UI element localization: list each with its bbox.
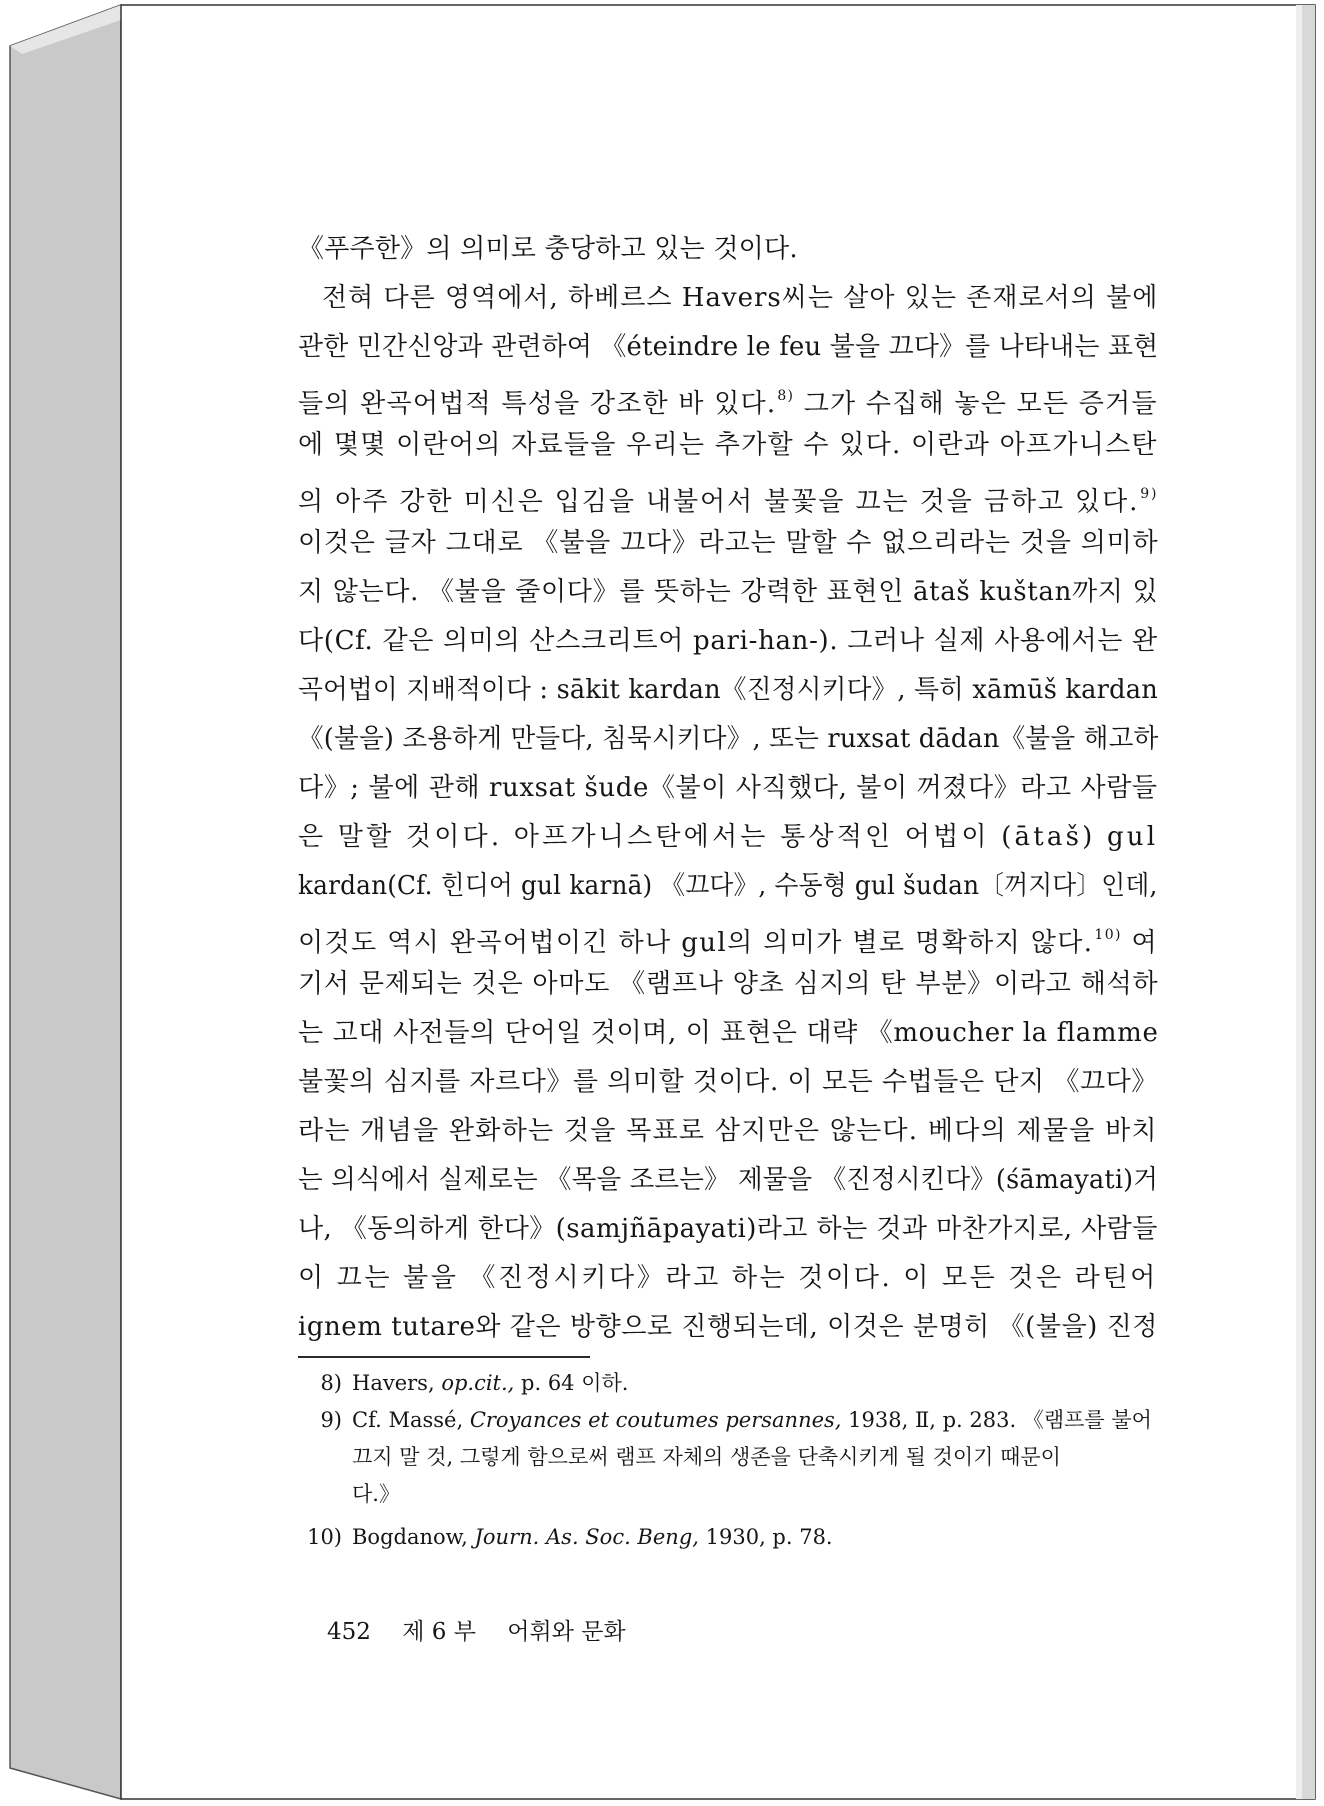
body-line-11: 《(불을) 조용하게 만들다, 침묵시키다》, 또는 ruxsat dādan《불을 해고하 [298,724,1159,754]
body-line-9: 다(Cf. 같은 의미의 산스크리트어 pari-han-). 그러나 실제 사용에서는 완 [298,626,1158,656]
body-line-15 [298,911,1158,960]
footnote-10-author: Bogdanow, [352,1525,468,1549]
body-line-20: 는 의식에서 실제로는 《목을 조르는》 제물을 《진정시킨다》(śāmayati)거 [298,1165,1159,1195]
body-line-1: 《푸주한》의 의미로 충당하고 있는 것이다. [298,234,798,264]
note-ref-9: 9) [1140,486,1159,502]
body-line-19: 라는 개념을 완화하는 것을 목표로 삼지만은 않는다. 베다의 제물을 바치 [298,1116,1158,1146]
footnote-9-line-2: 끄지 말 것, 그렇게 함으로써 램프 자체의 생존을 단축시키게 될 것이기 때문이 [352,1445,1061,1469]
body-line-4 [298,372,1158,421]
note-ref-8: 8) [777,388,795,404]
page-footer [327,1612,650,1652]
page-number: 452 [327,1619,371,1645]
footnote-10-number: 10) [307,1525,342,1549]
body-line-14: kardan(Cf. 힌디어 gul karnā) 《끄다》, 수동형 gul šudan〔꺼지다〕인데, [298,871,1158,901]
body-line-15b: 여 [1131,928,1159,958]
body-line-12: 다》; 불에 관해 ruxsat šude《불이 사직했다, 불이 꺼졌다》라고 사람들 [298,773,1158,803]
part-label: 제 6 부 [402,1619,476,1645]
body-line-21: 나, 《동의하게 한다》(samjñāpayati)라고 하는 것과 마찬가지로, 사람들 [298,1214,1158,1244]
footnote-8-author: Havers, [352,1371,435,1395]
body-line-6a: 의 아주 강한 미신은 입김을 내불어서 불꽃을 끄는 것을 금하고 있다. [298,487,1140,517]
body-line-15a: 이것도 역시 완곡어법이긴 하나 gul의 의미가 별로 명확하지 않다. [298,928,1094,958]
footnote-divider [298,1356,590,1358]
body-line-3: 관한 민간신앙과 관련하여 《éteindre le feu 불을 끄다》를 나타내는 표현 [298,332,1159,362]
body-line-4a: 들의 완곡어법적 특성을 강조한 바 있다. [298,389,777,419]
footnote-10-rest: 1930, p. 78. [705,1525,833,1549]
part-title: 어휘와 문화 [507,1619,626,1645]
body-line-23: ignem tutare와 같은 방향으로 진행되는데, 이것은 분명히 《(불을) 진정 [298,1312,1158,1342]
footnote-10 [298,1519,833,1556]
body-line-2: 전혀 다른 영역에서, 하베르스 Havers씨는 살아 있는 존재로서의 불에 [322,283,1159,313]
footnote-8-ref: op.cit., [441,1371,515,1395]
body-line-22: 이 끄는 불을 《진정시키다》라고 하는 것이다. 이 모든 것은 라틴어 [298,1263,1158,1293]
body-line-7: 이것은 글자 그대로 《불을 끄다》라고는 말할 수 없으리라는 것을 의미하 [298,528,1159,558]
footnote-9-title: Croyances et coutumes persannes, [469,1408,842,1432]
body-line-5: 에 몇몇 이란어의 자료들을 우리는 추가할 수 있다. 이란과 아프가니스탄 [298,430,1158,460]
body-line-16: 기서 문제되는 것은 아마도 《램프나 양초 심지의 탄 부분》이라고 해석하 [298,969,1159,999]
footnote-9-rest: 1938, Ⅱ, p. 283. 《램프를 불어 [848,1408,1152,1432]
footnote-8 [298,1365,628,1402]
body-line-4b: 그가 수집해 놓은 모든 증거들 [803,389,1158,419]
footnote-10-title: Journ. As. Soc. Beng, [474,1525,699,1549]
body-line-10: 곡어법이 지배적이다 : sākit kardan《진정시키다》, 특히 xāmūš kardan [298,675,1158,705]
note-ref-10: 10) [1094,927,1122,943]
footnote-8-rest: p. 64 이하. [521,1371,629,1395]
footnote-9-number: 9) [320,1408,342,1432]
body-line-18: 불꽃의 심지를 자르다》를 의미할 것이다. 이 모든 수법들은 단지 《끄다》 [298,1067,1158,1097]
footnote-9 [298,1402,1152,1439]
body-line-17: 는 고대 사전들의 단어일 것이며, 이 표현은 대략 《moucher la flamme [298,1018,1159,1048]
body-line-6 [298,470,1158,519]
body-line-8: 지 않는다. 《불을 줄이다》를 뜻하는 강력한 표현인 ātaš kuštan까지 있 [298,577,1159,607]
footnote-9-line-3: 다.》 [352,1482,400,1506]
footnote-9-author: Cf. Massé, [352,1408,464,1432]
body-line-13: 은 말할 것이다. 아프가니스탄에서는 통상적인 어법이 (ātaš) gul [298,822,1159,852]
footnote-8-number: 8) [320,1371,342,1395]
